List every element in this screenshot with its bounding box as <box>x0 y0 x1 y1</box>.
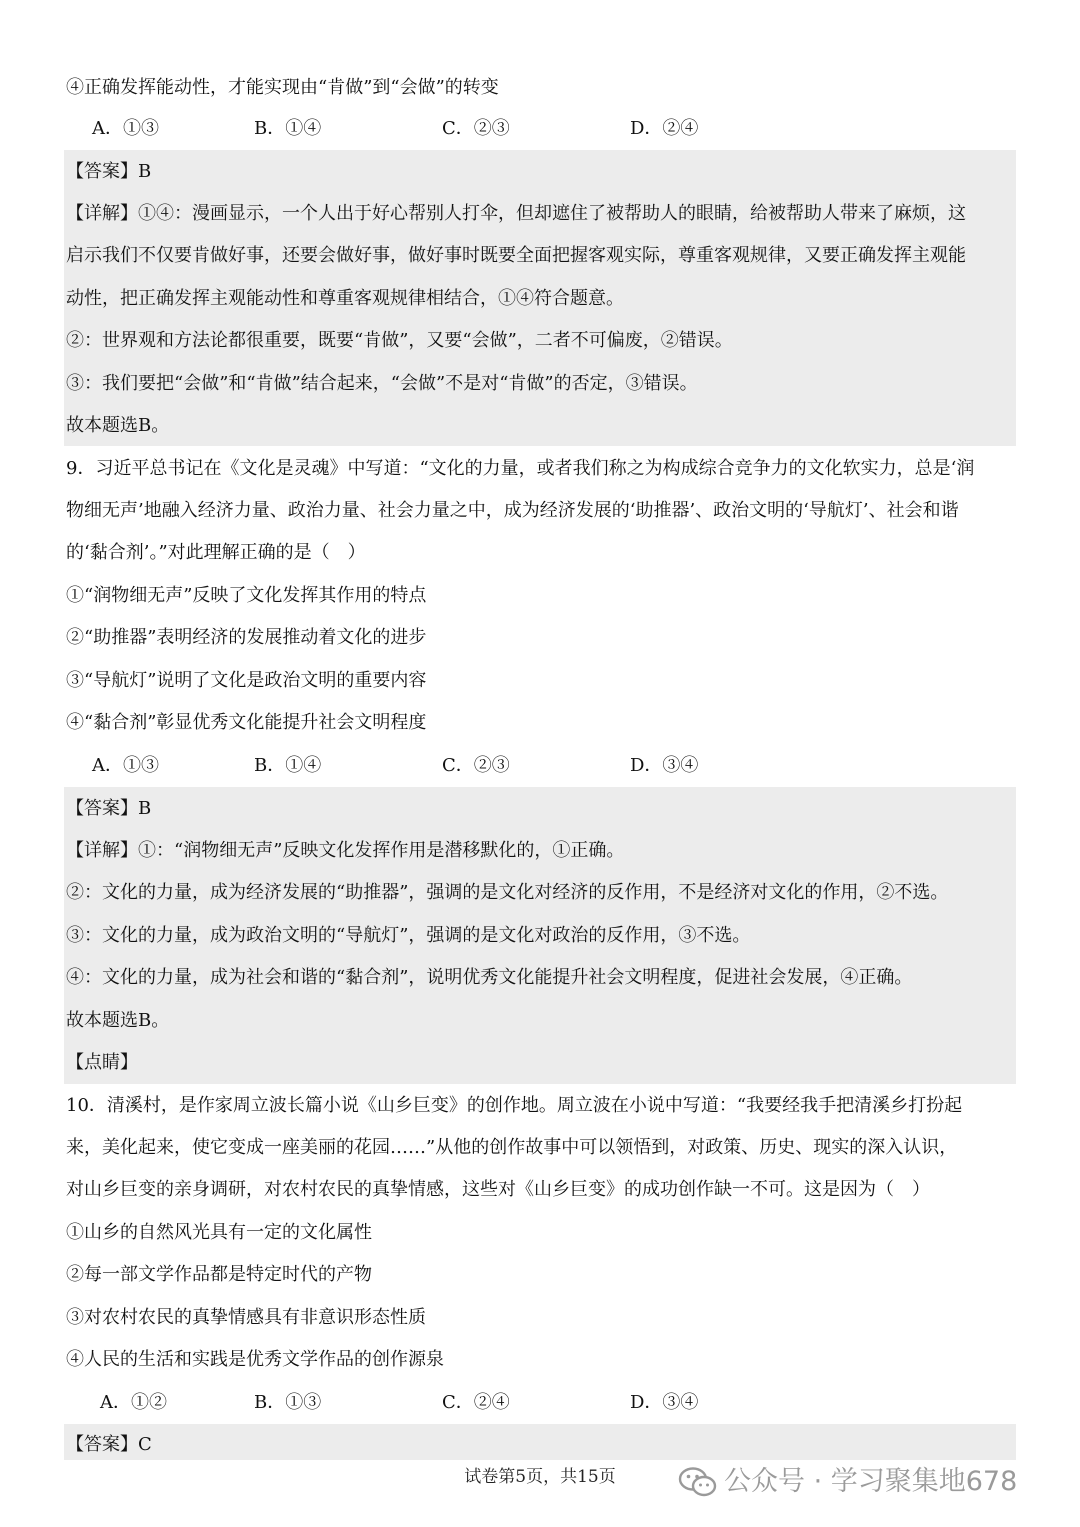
q8-detail-line: ③：我们要把“会做”和“肯做”结合起来，“会做”不是对“肯做”的否定，③错误。 <box>66 373 698 394</box>
q8-option-d: D．②④ <box>630 118 699 139</box>
q8-detail-line: 启示我们不仅要肯做好事，还要会做好事，做好事时既要全面把握客观实际，尊重客观规律，又要正确发挥主观能 <box>66 245 966 266</box>
q9-item: ①“润物细无声”反映了文化发挥其作用的特点 <box>66 585 427 606</box>
q9-answer: 【答案】B <box>66 798 152 819</box>
q8-option-a: A．①③ <box>92 118 159 139</box>
q8-detail-line: 动性，把正确发挥主观能动性和尊重客观规律相结合，①④符合题意。 <box>66 288 624 309</box>
q8-option-b: B．①④ <box>254 118 322 139</box>
q8-detail-line: 【详解】①④：漫画显示，一个人出于好心帮别人打伞，但却遮住了被帮助人的眼睛，给被帮助人带来了麻烦，这 <box>66 203 966 224</box>
q8-option-c: C．②③ <box>442 118 510 139</box>
q9-item: ③“导航灯”说明了文化是政治文明的重要内容 <box>66 670 427 691</box>
q10-stem-line: 对山乡巨变的亲身调研，对农村农民的真挚情感，这些对《山乡巨变》的成功创作缺一不可。这是因为（ ） <box>66 1179 930 1200</box>
q9-detail-line: ③：文化的力量，成为政治文明的“导航灯”，强调的是文化对政治的反作用，③不选。 <box>66 925 751 946</box>
q9-option-b: B．①④ <box>254 755 322 776</box>
wechat-icon <box>678 1466 718 1498</box>
q8-item-4: ④正确发挥能动性，才能实现由“肯做”到“会做”的转变 <box>66 77 499 98</box>
q8-answer: 【答案】B <box>66 161 152 182</box>
page-footer: 试卷第5页，共15页 <box>464 1467 616 1487</box>
q9-option-a: A．①③ <box>92 755 159 776</box>
q9-detail-line: 【详解】①：“润物细无声”反映文化发挥作用是潜移默化的，①正确。 <box>66 840 625 861</box>
q8-detail-line: 故本题选B。 <box>66 415 170 436</box>
q9-detail-line: ④：文化的力量，成为社会和谐的“黏合剂”，说明优秀文化能提升社会文明程度，促进社会发展，④正确。 <box>66 967 913 988</box>
q9-detail-line: 故本题选B。 <box>66 1010 170 1031</box>
q10-answer: 【答案】C <box>66 1434 152 1455</box>
q9-stem-line: 的‘黏合剂’。”对此理解正确的是（ ） <box>66 542 366 563</box>
q9-detail-line: ②：文化的力量，成为经济发展的“助推器”，强调的是文化对经济的反作用，不是经济对文化的作用，②不选。 <box>66 882 949 903</box>
q10-item: ①山乡的自然风光具有一定的文化属性 <box>66 1222 372 1243</box>
q9-stem-line: 物细无声’地融入经济力量、政治力量、社会力量之中，成为经济发展的‘助推器’、政治文明的‘导航灯’、社会和谐 <box>66 500 959 521</box>
q10-options <box>0 1391 1080 1417</box>
q10-option-c: C．②④ <box>442 1392 510 1413</box>
q8-options <box>0 117 1080 143</box>
q10-stem-line: 来，美化起来，使它变成一座美丽的花园……”从他的创作故事中可以领悟到，对政策、历史、现实的深入认识， <box>66 1137 958 1158</box>
q10-item: ④人民的生活和实践是优秀文学作品的创作源泉 <box>66 1349 444 1370</box>
q9-item: ②“助推器”表明经济的发展推动着文化的进步 <box>66 627 427 648</box>
q10-item: ③对农村农民的真挚情感具有非意识形态性质 <box>66 1307 426 1328</box>
q9-options <box>0 754 1080 780</box>
q10-item: ②每一部文学作品都是特定时代的产物 <box>66 1264 372 1285</box>
q9-item: ④“黏合剂”彰显优秀文化能提升社会文明程度 <box>66 712 427 733</box>
q10-stem-line: 10．清溪村，是作家周立波长篇小说《山乡巨变》的创作地。周立波在小说中写道：“我要经我手把清溪乡打扮起 <box>66 1095 963 1116</box>
q9-option-d: D．③④ <box>630 755 699 776</box>
q9-remark: 【点睛】 <box>66 1052 138 1073</box>
watermark-text: 公众号 · 学习聚集地678 <box>724 1466 1018 1497</box>
q8-detail-line: ②：世界观和方法论都很重要，既要“肯做”，又要“会做”，二者不可偏废，②错误。 <box>66 330 733 351</box>
q9-option-c: C．②③ <box>442 755 510 776</box>
q10-option-a: A．①② <box>100 1392 167 1413</box>
q10-option-b: B．①③ <box>254 1392 322 1413</box>
q10-option-d: D．③④ <box>630 1392 699 1413</box>
q9-stem-line: 9．习近平总书记在《文化是灵魂》中写道：“文化的力量，或者我们称之为构成综合竞争力的文化软实力，总是‘润 <box>66 458 975 479</box>
